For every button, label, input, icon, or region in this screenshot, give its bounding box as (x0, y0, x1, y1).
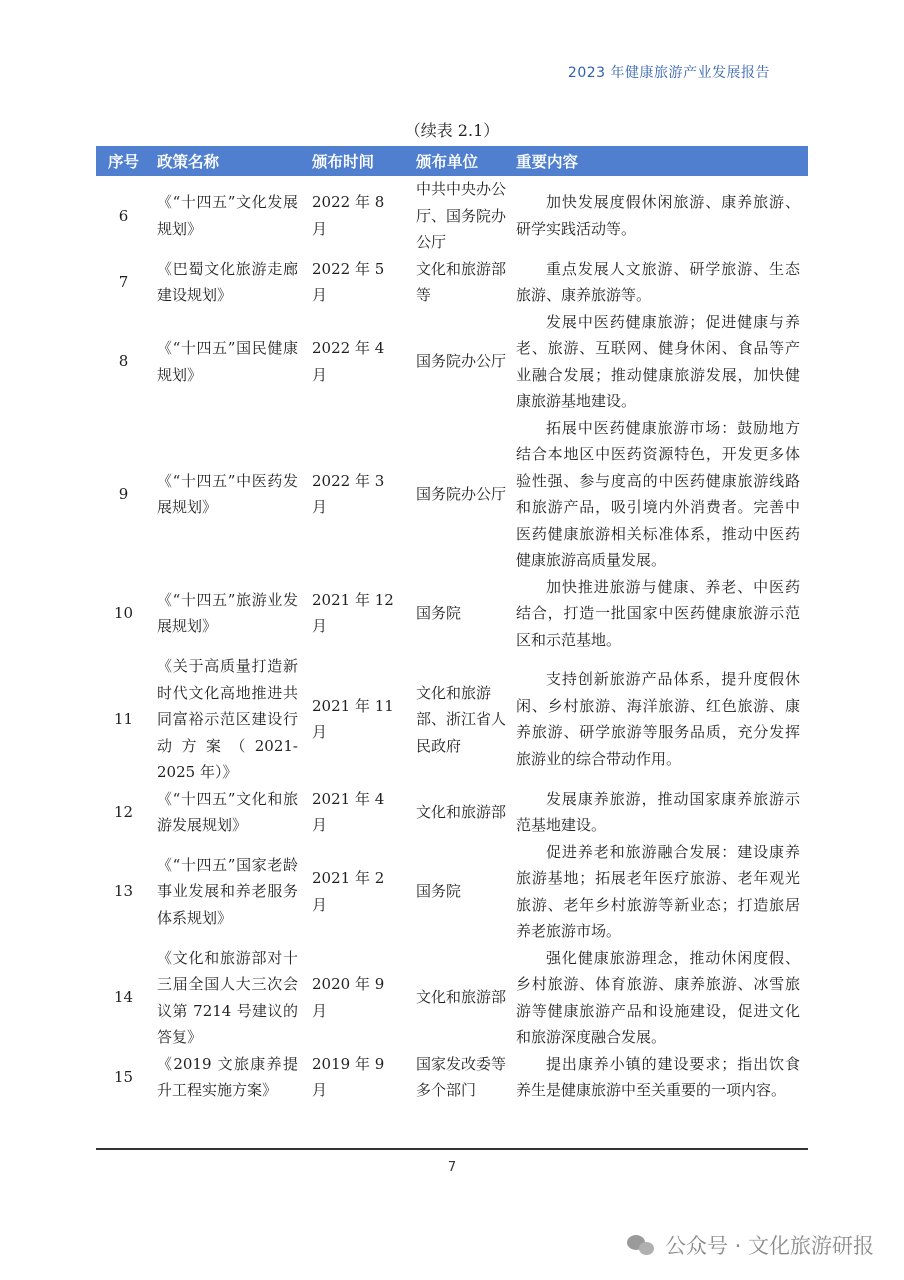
table-row (96, 653, 808, 786)
table-row (96, 256, 808, 309)
issuing-unit: 国务院办公厅 (416, 352, 507, 371)
issuing-unit: 文化和旅游部 (416, 802, 507, 821)
issue-date: 2022 年 3 月 (312, 471, 385, 516)
table-row (96, 786, 808, 839)
key-content: 提出康养小镇的建设要求；指出饮食养生是健康旅游中至关重要的一项内容。 (516, 1054, 800, 1099)
issue-date: 2021 年 2 月 (312, 869, 385, 914)
policy-name: 《“十四五”中医药发展规划》 (157, 471, 298, 516)
column-header-date: 颁布时间 (306, 146, 410, 176)
table-header (96, 146, 808, 176)
key-content: 加快推进旅游与健康、养老、中医药结合，打造一批国家中医药健康旅游示范区和示范基地。 (516, 577, 800, 649)
policy-name: 《“十四五”文化发展规划》 (157, 193, 298, 238)
key-content: 强化健康旅游理念，推动休闲度假、乡村旅游、体育旅游、康养旅游、冰雪旅游等健康旅游产品和设施建设，促进文化和旅游深度融合发展。 (516, 948, 800, 1046)
issuing-unit: 文化和旅游部 (416, 988, 507, 1007)
policy-name: 《巴蜀文化旅游走廊建设规划》 (157, 259, 298, 304)
issuing-unit: 国务院 (416, 882, 462, 901)
table-row (96, 1051, 808, 1107)
issue-date: 2021 年 11 月 (312, 696, 394, 742)
row-number: 15 (113, 1067, 134, 1086)
policy-table (96, 146, 808, 1107)
key-content: 促进养老和旅游融合发展：建设康养旅游基地；拓展老年医疗旅游、老年观光旅游、老年乡村旅游等新业态；打造旅居养老旅游市场。 (516, 842, 800, 940)
issuing-unit: 国家发改委等多个部门 (416, 1054, 507, 1099)
row-number: 7 (118, 272, 129, 291)
row-number: 14 (113, 988, 134, 1007)
key-content: 发展中医药健康旅游；促进健康与养老、旅游、互联网、健身休闲、食品等产业融合发展；推动健康旅游发展，加快健康旅游基地建设。 (516, 312, 800, 410)
column-header-issuer: 颁布单位 (410, 146, 510, 176)
issue-date: 2022 年 8 月 (312, 193, 385, 238)
policy-name: 《“十四五”国民健康规划》 (157, 339, 298, 384)
key-content: 支持创新旅游产品体系，提升度假休闲、乡村旅游、海洋旅游、红色旅游、康养旅游、研学旅游等服务品质，充分发挥旅游业的综合带动作用。 (516, 670, 800, 768)
column-header-content: 重要内容 (510, 146, 808, 176)
issue-date: 2021 年 12 月 (312, 590, 394, 636)
row-number: 6 (118, 206, 129, 225)
issuing-unit: 国务院办公厅 (416, 484, 507, 503)
watermark-text: 公众号 · 文化旅游研报 (664, 1234, 874, 1258)
column-header-policy-name: 政策名称 (151, 146, 306, 176)
table-bottom-rule (96, 1148, 808, 1150)
policy-name: 《“十四五”旅游业发展规划》 (157, 590, 298, 636)
key-content: 发展康养旅游，推动国家康养旅游示范基地建设。 (516, 789, 800, 834)
table-row (96, 839, 808, 945)
issue-date: 2021 年 4 月 (312, 789, 385, 834)
row-number: 9 (118, 484, 129, 503)
table-body (96, 176, 808, 1107)
report-header-title: 2023 年健康旅游产业发展报告 (567, 65, 770, 81)
policy-name: 《文化和旅游部对十三届全国人大三次会议第 7214 号建议的答复》 (157, 948, 298, 1046)
column-header-number: 序号 (96, 146, 151, 176)
key-content: 加快发展度假休闲旅游、康养旅游、研学实践活动等。 (516, 193, 800, 238)
issuing-unit: 中共中央办公厅、国务院办公厅 (416, 180, 507, 251)
row-number: 8 (118, 352, 129, 371)
table-row (96, 415, 808, 574)
watermark (627, 1230, 874, 1260)
table-row (96, 574, 808, 654)
table-row (96, 309, 808, 415)
issuing-unit: 文化和旅游部、浙江省人民政府 (416, 683, 507, 755)
row-number: 12 (113, 802, 134, 821)
key-content: 重点发展人文旅游、研学旅游、生态旅游、康养旅游等。 (516, 259, 800, 304)
issuing-unit: 文化和旅游部等 (416, 259, 507, 304)
key-content: 拓展中医药健康旅游市场：鼓励地方结合本地区中医药资源特色，开发更多体验性强、参与度高的中医药健康旅游线路和旅游产品，吸引境内外消费者。完善中医药健康旅游相关标准体系，推动中医药健康旅游高质量发展。 (516, 418, 800, 569)
row-number: 13 (113, 882, 134, 901)
policy-name: 《“十四五”文化和旅游发展规划》 (157, 789, 298, 834)
table-row (96, 176, 808, 256)
page-number: 7 (447, 1160, 457, 1175)
row-number: 11 (113, 710, 134, 728)
wechat-icon (627, 1233, 657, 1257)
issue-date: 2022 年 4 月 (312, 339, 385, 384)
table-row (96, 945, 808, 1051)
policy-name: 《2019 文旅康养提升工程实施方案》 (157, 1054, 298, 1099)
issue-date: 2019 年 9 月 (312, 1054, 385, 1099)
issue-date: 2022 年 5 月 (312, 259, 385, 304)
policy-name: 《“十四五”国家老龄事业发展和养老服务体系规划》 (157, 855, 298, 927)
table-caption: （续表 2.1） (404, 121, 500, 140)
policy-name: 《关于高质量打造新时代文化高地推进共同富裕示范区建设行动方案（2021-2025 年）》 (157, 657, 298, 781)
row-number: 10 (113, 604, 134, 622)
issuing-unit: 国务院 (416, 604, 462, 622)
issue-date: 2020 年 9 月 (312, 975, 385, 1020)
